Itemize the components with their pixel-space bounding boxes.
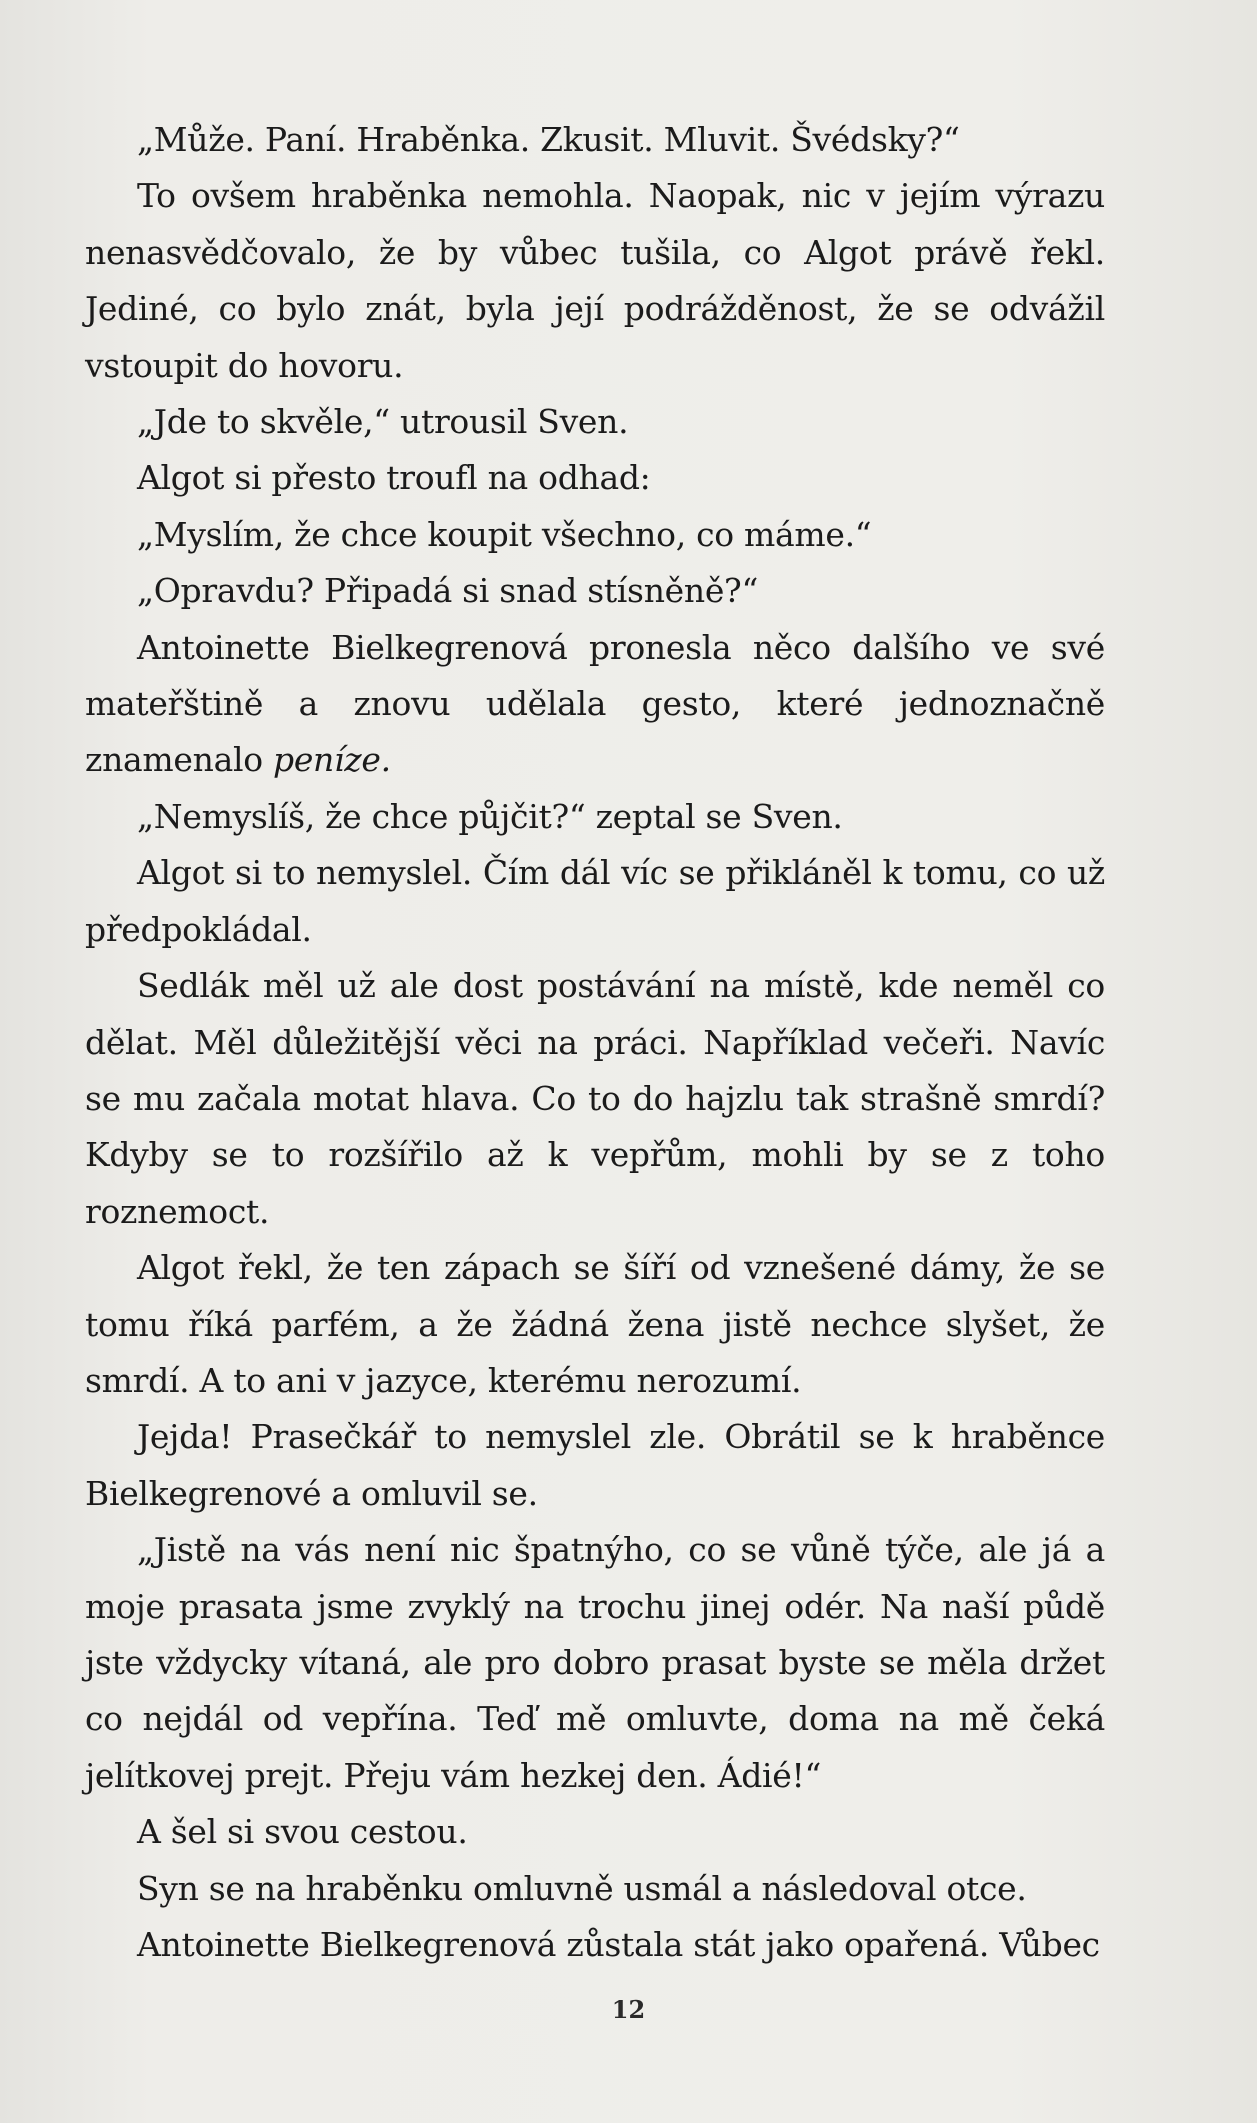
body-text [85, 112, 1105, 1973]
paragraph: Jejda! Prasečkář to nemyslel zle. Obrátil se k hraběnce Bielkegrenové a omluvil se. [85, 1417, 1105, 1513]
page-number: 12 [611, 1995, 646, 2024]
paragraph: „Jde to skvěle,“ utrousil Sven. [137, 402, 629, 442]
paragraph: Algot si přesto troufl na odhad: [137, 458, 651, 498]
paragraph: „Opravdu? Připadá si snad stísněně?“ [137, 571, 759, 611]
paragraph: Syn se na hraběnku omluvně usmál a následoval otce. [137, 1868, 1027, 1908]
paragraph: „Myslím, že chce koupit všechno, co máme.“ [137, 514, 872, 554]
emphasized-word: peníze. [273, 740, 391, 780]
paragraph: To ovšem hraběnka nemohla. Naopak, nic v jejím výrazu nenasvědčovalo, že by vůbec tušila, co Algot právě řekl. Jediné, co bylo znát, byla její podrážděnost, že se odvážil vstoupit do hovoru. [85, 176, 1105, 385]
paragraph-text: Antoinette Bielkegrenová pronesla něco dalšího ve své mateřštině a znovu udělala gesto, které jednoznačně znamenalo [85, 627, 1105, 780]
paragraph: „Jistě na vás není nic špatnýho, co se vůně týče, ale já a moje prasata jsme zvyklý na trochu jinej odér. Na naší půdě jste vždycky vítaná, ale pro dobro prasat byste se měla držet co nejdál od vepřína. Teď mě omluvte, doma na mě čeká jelítkovej prejt. Přeju vám hezkej den. Ádié!“ [85, 1530, 1105, 1795]
paragraph: A šel si svou cestou. [137, 1812, 468, 1852]
paragraph-with-emphasis [85, 620, 1105, 789]
paragraph: „Nemyslíš, že chce půjčit?“ zeptal se Sven. [137, 796, 843, 836]
paragraph: Algot řekl, že ten zápach se šíří od vznešené dámy, že se tomu říká parfém, a že žádná žena jistě nechce slyšet, že smrdí. A to ani v jazyce, kterému nerozumí. [85, 1248, 1105, 1400]
paragraph: Antoinette Bielkegrenová zůstala stát jako opařená. Vůbec [137, 1925, 1100, 1964]
paragraph: „Může. Paní. Hraběnka. Zkusit. Mluvit. Švédsky?“ [137, 120, 960, 159]
paragraph: Sedlák měl už ale dost postávání na místě, kde neměl co dělat. Měl důležitější věci na práci. Například večeři. Navíc se mu začala motat hlava. Co to do hajzlu tak strašně smrdí? Kdyby se to rozšířilo až k vepřům, mohli by se z toho roznemoct. [85, 966, 1105, 1231]
paragraph: Algot si to nemyslel. Čím dál víc se přikláněl k tomu, co už předpokládal. [85, 853, 1105, 949]
